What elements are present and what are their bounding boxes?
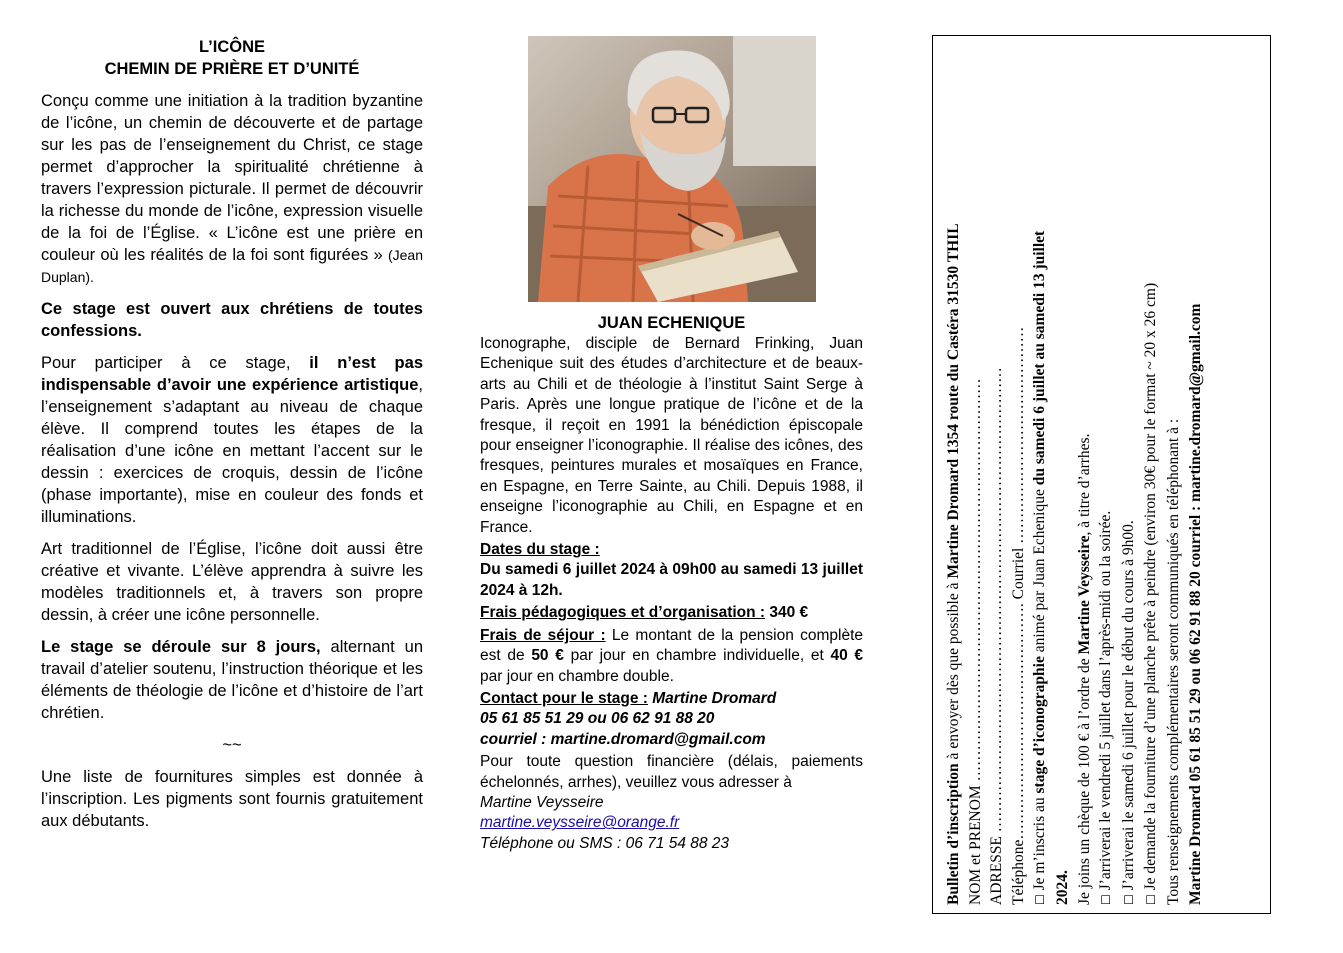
contact-phones-paragraph [480, 709, 863, 729]
form-option-register-a: Je m’inscris au [1031, 797, 1049, 891]
supplies-text: Une liste de fournitures simples est donnée à l’inscription. Les pigments sont fournis gratuitement aux débutants. [41, 768, 423, 830]
participation-bold: il n’est pas indispensable d’avoir une expérience artistique [41, 354, 423, 394]
frais-sejour-text-a: Le montant de la pension complète est de [480, 626, 863, 665]
dates-value-paragraph [480, 560, 863, 601]
financial-name-paragraph [480, 793, 863, 813]
artist-bio: Iconographe, disciple de Bernard Frinking, Juan Echenique suit des études d’architecture et de beaux-arts au Chili et de théologie à l’institut Saint Serge à Paris. Après une longue pratique de l’icône et de la fresque, il reçoit en 1991 la bénédiction épiscopale pour enseigner l’iconographie. Il réalise des icônes, des fresques, peintures murales et mosaïques en France, en Espagne, en Terre Sainte, au Chili. Depuis 1988, il enseigne l’iconographie au Chili, en Espagne et en France. [480, 335, 863, 536]
intro-text: Conçu comme une initiation à la tradition byzantine de l’icône, un chemin de découverte et de partage sur les pas de l’enseignement du Christ, ce stage permet d’approcher la spiritualité chrétienne à travers l’expression picturale. Il permet de découvrir la richesse du monde de l’icône, expression visuelle de la foi de l’Église. « L’icône est une prière en couleur où les réalités de la foi sont figurées » [41, 92, 423, 264]
form-header-address: Martine Dromard 1354 route du Castéra 31530 THIL [945, 223, 962, 579]
financial-email-paragraph [480, 813, 863, 833]
form-option-friday[interactable] [1095, 63, 1118, 905]
financial-contact-name: Martine Veysseire [480, 793, 604, 811]
dates-value: Du samedi 6 juillet 2024 à 09h00 au samedi 13 juillet 2024 à 12h. [480, 561, 863, 599]
separator-text: ~~ [222, 736, 242, 754]
frais-sejour-section [480, 626, 863, 687]
left-column [41, 36, 423, 842]
form-address-field[interactable] [986, 63, 1008, 905]
checkbox-icon[interactable]: ☐ [1033, 894, 1048, 905]
form-option-board[interactable] [1140, 63, 1163, 905]
page-title [41, 36, 423, 80]
form-header-bold: Bulletin d’inscription [945, 763, 962, 905]
duration-text: alternant un travail d’atelier soutenu, l’instruction théorique et les éléments de théologie de l’icône et d’histoire de l’art chrétien. [41, 638, 423, 722]
contact-name: Martine Dromard [652, 689, 777, 707]
financial-section [480, 752, 863, 793]
form-phone-email-label: Téléphone………………………………………. Courriel …………………………………… [1009, 326, 1027, 905]
open-to-all-text: Ce stage est ouvert aux chrétiens de toutes confessions. [41, 300, 423, 340]
form-option-saturday-text: J’arriverai le samedi 6 juillet pour le début du cours à 9h00. [1119, 520, 1137, 891]
form-info-text: Tous renseignements complémentaires seront communiqués en téléphonant à : [1164, 418, 1182, 905]
checkbox-icon[interactable]: ☐ [1121, 894, 1136, 905]
financial-phone-paragraph [480, 834, 863, 854]
frais-sejour-50: 50 € [531, 647, 564, 665]
form-info-line [1163, 63, 1185, 905]
artist-info [480, 312, 863, 854]
artist-name: JUAN ECHENIQUE [597, 314, 746, 332]
registration-form [932, 35, 1271, 914]
form-contact-text: Martine Dromard 05 61 85 51 29 ou 06 62 91 88 20 courriel : martine.dromard@gmail.com [1186, 303, 1204, 905]
duration-paragraph [41, 636, 423, 724]
tradition-text: Art traditionnel de l’Église, l’icône doit aussi être créative et vivante. L’élève apprendra à suivre les modèles traditionnels et, à travers son propre dessin, à créer une icône personnelle. [41, 540, 423, 624]
title-line-2: CHEMIN DE PRIÈRE ET D’UNITÉ [104, 60, 360, 78]
form-option-register-dates: du samedi 6 juillet au samedi 13 juillet [1031, 230, 1049, 486]
form-contact-line [1185, 63, 1207, 905]
participation-paragraph [41, 352, 423, 528]
contact-email: courriel : martine.dromard@gmail.com [480, 730, 766, 748]
registration-form-content [933, 55, 1271, 914]
frais-peda-label: Frais pédagogiques et d’organisation : [480, 604, 766, 622]
form-cheque-text-b: , à titre d’arrhes. [1075, 433, 1093, 536]
form-year: 2024. [1053, 870, 1071, 905]
frais-sejour-text-b: par jour en chambre individuelle, et [570, 647, 824, 665]
frais-sejour-text-c: par jour en chambre double. [480, 667, 674, 685]
financial-phone: Téléphone ou SMS : 06 71 54 88 23 [480, 834, 730, 852]
title-line-1: L’ICÔNE [198, 38, 265, 56]
form-header-text: à envoyer dès que possible à [945, 582, 962, 760]
checkbox-icon[interactable]: ☐ [1099, 894, 1114, 905]
form-name-label: NOM et PRENOM …………………………………………………………………… [966, 378, 984, 905]
contact-phones: 05 61 85 51 29 ou 06 62 91 88 20 [480, 710, 715, 728]
form-option-register-bold: stage d’iconographie [1031, 656, 1049, 794]
contact-section [480, 689, 863, 709]
checkbox-icon[interactable]: ☐ [1144, 894, 1159, 905]
open-to-all-paragraph [41, 298, 423, 342]
form-name-field[interactable] [965, 63, 987, 905]
form-cheque-name: Martine Veysseire [1075, 535, 1093, 655]
separator [41, 734, 423, 756]
frais-sejour-40: 40 € [830, 647, 864, 665]
form-option-friday-text: J’arriverai le vendredi 5 juillet dans l’après-midi ou la soirée. [1097, 510, 1115, 891]
supplies-paragraph [41, 766, 423, 832]
form-cheque-text: Je joins un chèque de 100 € à l’ordre de [1075, 658, 1093, 905]
dates-section [480, 540, 863, 560]
form-cheque-line [1074, 63, 1096, 905]
form-option-saturday[interactable] [1118, 63, 1141, 905]
duration-bold: Le stage se déroule sur 8 jours, [41, 638, 321, 656]
frais-peda-section [480, 603, 863, 623]
intro-paragraph [41, 90, 423, 288]
tradition-paragraph [41, 538, 423, 626]
form-header [943, 63, 965, 905]
participation-text-a: Pour participer à ce stage, [41, 354, 291, 372]
form-phone-email-field[interactable] [1008, 63, 1030, 905]
financial-text: Pour toute question financière (délais, paiements échelonnés, arrhes), veuillez vous adresser à [480, 753, 863, 791]
contact-email-paragraph [480, 730, 863, 750]
form-option-register[interactable] [1029, 63, 1052, 905]
form-year-line [1052, 63, 1074, 905]
dates-label: Dates du stage : [480, 541, 600, 559]
frais-peda-value: 340 € [769, 604, 809, 622]
frais-sejour-label: Frais de séjour : [480, 626, 606, 644]
form-option-register-b: animé par Juan Echenique [1031, 489, 1049, 653]
contact-label: Contact pour le stage : [480, 689, 648, 707]
quote-attribution: (Jean Duplan). [41, 247, 423, 285]
form-option-board-text: Je demande la fourniture d’une planche prête à peindre (environ 30€ pour le format ~ 20 x 26 cm) [1142, 282, 1160, 891]
artist-photo [528, 36, 816, 302]
artist-photo-illustration [528, 36, 816, 302]
form-address-label: ADRESSE ……………………………………………………………………………… [988, 367, 1006, 905]
financial-email-link[interactable]: martine.veysseire@orange.fr [480, 814, 680, 832]
participation-text-b: , l’enseignement s’adaptant au niveau de chaque élève. Il comprend toutes les étapes de la réalisation d’une icône en mettant l’accent sur le dessin : exercices de croquis, dessin de l’icône (phase importante), mise en couleur des fonds et illuminations. [41, 376, 423, 526]
